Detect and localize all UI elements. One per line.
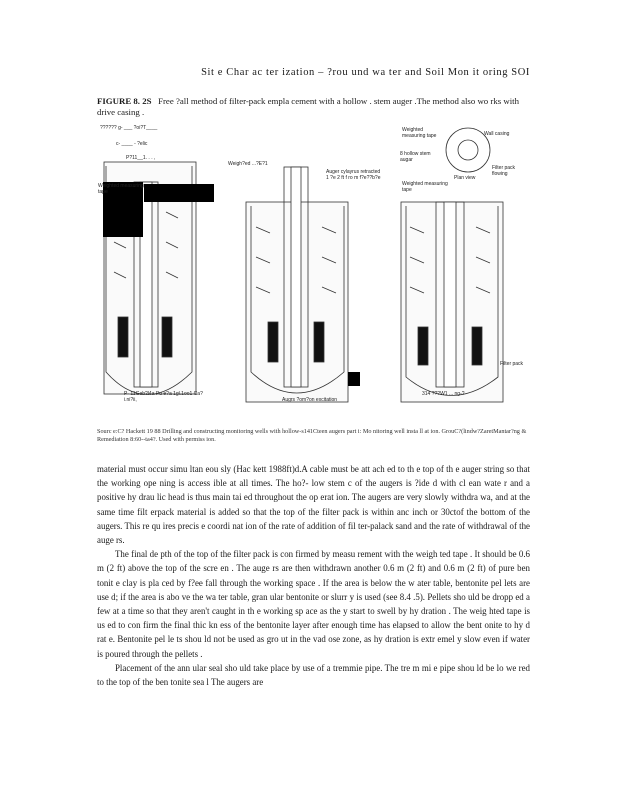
panel1-top-label-b: c- ____ - ?elic xyxy=(116,141,148,147)
panel1-filter-right xyxy=(162,317,172,357)
panel3-pack-label: Filter pack xyxy=(500,361,524,367)
figure-source: Sourc e:C? Hackett 19 88 Drilling and constructing monitoring wells with hollow-s141Cteen augers part i: Mo nitoring well insta ll at ion. GrouC?(lindw?ZaretMantar?ng & Remediation 8:60--ta4?. Used with permiss ion. xyxy=(97,428,527,443)
body-text xyxy=(97,462,530,689)
auger-diagram-figure xyxy=(96,122,530,420)
panel-2 xyxy=(246,167,360,402)
panel2-filter-left xyxy=(268,322,278,362)
panel2-filter-right xyxy=(314,322,324,362)
body-paragraph-3: Placement of the ann ular seal sho uld take place by use of a tremmie pipe. The tre m mi e pipe shou ld be lo we red to the top of the ben tonite sea l The augers are xyxy=(97,662,530,688)
body-paragraph-1: material must occur simu ltan eou sly (Hac kett 1988ft)d.A cable must be att ach ed to th e top of th e auger string so that the working ope ning is access ible at all times. The ho?- low stem c of the augers is ?ide d with cl ean wate r and a positive hy drau lic head is thus main tai ed throughout the op erat ion. The augers are very slowly withdra wa, and at the same time filt erpack material is added so that the top of the filter pack is within anc inch or 30ctof the bottom of the augers. This re qu ires precis e coordi nat ion of the rate of addition of fil ter-palack sand and the rate of withdrawal of the auge rs. xyxy=(97,464,530,546)
panel3-filter-left xyxy=(418,327,428,365)
panel3-filter-label: Filter pack flowing xyxy=(492,165,516,177)
panel3-filter-right xyxy=(472,327,482,365)
panel1-bottom-label: P- 11Gab?l4a Pu e?a 1gl.1oo1 Ca?i.ni?ii, xyxy=(124,391,203,403)
panel3-tape-label-b: 8 hollow stem augar xyxy=(400,151,431,163)
panel3-tape-label-c: Weighted measuring tape xyxy=(402,181,448,193)
panel3-bottom-label: 314 ???W1 ... ng-? xyxy=(422,391,465,397)
panel2-tape-label: Weigh?ed ...?E?1 xyxy=(228,161,268,167)
panel-1 xyxy=(103,162,214,395)
figure-number: FIGURE 8. 2S xyxy=(97,96,152,106)
panel2-auger-label: Auger cylayrus retracted 1 ?e 2 ft f ro m f?e??b?e xyxy=(326,169,381,181)
panel3-plan-view-inner xyxy=(458,140,478,160)
panel1-tape-label: Weighted measuring tape xyxy=(98,183,144,195)
panel3-plan-label: Plan view xyxy=(454,175,476,181)
panel1-redaction xyxy=(144,184,214,202)
panel2-black-box xyxy=(348,372,360,386)
panel2-casing xyxy=(291,167,301,387)
panel1-filter-left xyxy=(118,317,128,357)
panel3-tape-label-a: Weighted measuring tape xyxy=(402,127,437,139)
panel1-top-label-a: ?????? g- ___ ?oi?T____ xyxy=(100,125,158,131)
panel3-casing xyxy=(444,202,456,387)
running-header: Sit e Char ac ter ization – ?rou und wa ter and Soil Mon it oring SOI xyxy=(201,67,530,78)
panel-3 xyxy=(401,128,503,402)
body-paragraph-2: The final de pth of the top of the filter pack is con firmed by measu rement with the weigh ted tape . It should be 0.6 m (2 ft) above the top of the scre en . The auge rs are then withdrawn another 0.6 m (2 ft) and 0.6 m (2 ft) of pure ben tonit e clay is pla ced by f?ee fall through the working space . If the area is below the w ater table, bentonite pel lets are use d; if the area is abo ve the wa ter table, gran ular bentonite or slurr y is used (see 8.4 .5). Pellets sho uld be dropp ed a few at a time so that they aren't caught in th e working sp ace as the y start to swell by hy dration . The weig hted tape is us ed to con firm the final thic kn ess of the bentonite layer after enough time has elapsed to allow the bent onite to hy d rat e. Bentonite pel le ts shou ld not be used as gro ut in the vad ose zone, as hy dration is extr emel y slow even if water is poured through the pellets . xyxy=(97,549,530,659)
auger-diagram xyxy=(96,122,530,420)
panel1-top-label-c: P?11__1. . . , xyxy=(126,155,156,161)
panel2-bottom-label: Augrs ?om?on excitation xyxy=(282,397,338,403)
figure-caption-text: Free ?all method of filter-pack empla cement with a hollow . stem auger .The method also wo rks with drive casing . xyxy=(97,96,519,117)
panel3-wall-label: Wall casing xyxy=(484,131,510,137)
figure-caption xyxy=(97,96,527,117)
